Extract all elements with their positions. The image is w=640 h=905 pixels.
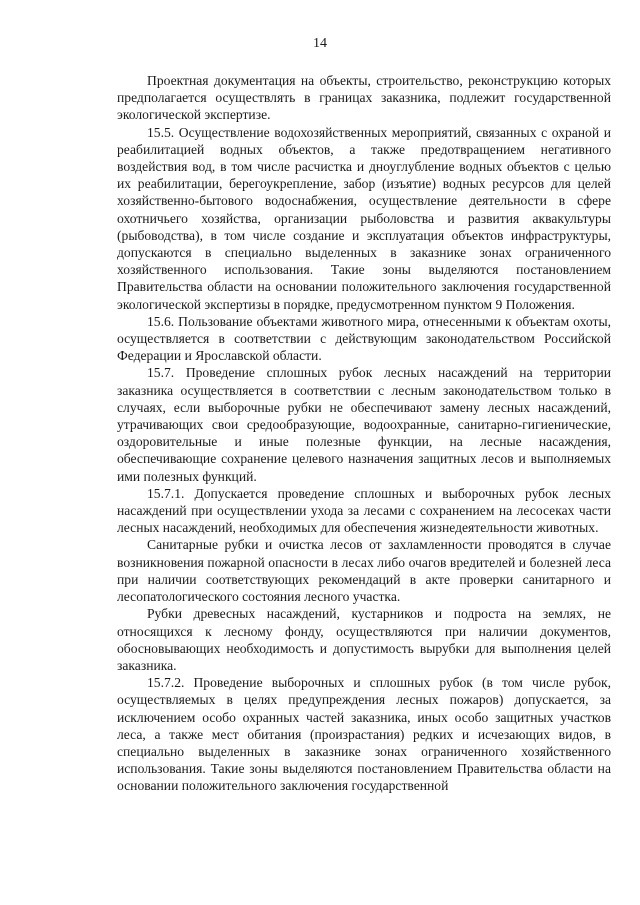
- paragraph-15-5: 15.5. Осуществление водохозяйственных мероприятий, связанных с охраной и реабилитацией водных объектов, а также предотвращением негативного воздействия вод, в том числе расчистка и дноуглубление водных объектов с целью их реабилитации, берегоукрепление, забор (изъятие) водных ресурсов для целей хозяйственно-бытового водоснабжения, осуществление деятельности в сфере охотничьего хозяйства, организации рыболовства и развития аквакультуры (рыбоводства), в том числе создание и эксплуатация объектов инфраструктуры, допускаются в специально выделенных в заказнике зонах ограниченного хозяйственного использования. Такие зоны выделяются постановлением Правительства области на основании положительного заключения государственной экологической экспертизы в порядке, предусмотренном пунктом 9 Положения.: [117, 124, 611, 312]
- paragraph-sanitary-felling: Санитарные рубки и очистка лесов от захламленности проводятся в случае возникновения пожарной опасности в лесах либо очагов вредителей и болезней леса при наличии соответствующих рекомендаций в акте проверки санитарного и лесопатологического состояния лесного участка.: [117, 537, 611, 605]
- paragraph-15-7-2: 15.7.2. Проведение выборочных и сплошных рубок (в том числе рубок, осуществляемых в целях предупреждения лесных пожаров) допускается, за исключением особо охранных частей заказника, иных особо защитных участков леса, а также мест обитания (произрастания) редких и исчезающих видов, в специально выделенных в заказнике зонах ограниченного хозяйственного использования. Такие зоны выделяются постановлением Правительства области на основании положительного заключения государственной: [117, 675, 611, 794]
- paragraph-non-forest-felling: Рубки древесных насаждений, кустарников и подроста на землях, не относящихся к лесному фонду, осуществляются при наличии документов, обосновывающих необходимость и допустимость вырубки для выполнения целей заказника.: [117, 606, 611, 673]
- paragraph-15-7-1: 15.7.1. Допускается проведение сплошных и выборочных рубок лесных насаждений при осуществлении ухода за лесами с сохранением на лесосеках части лесных насаждений, необходимых для обеспечения жизнедеятельности животных.: [117, 485, 611, 536]
- document-body: [117, 72, 611, 795]
- paragraph-project-documentation: Проектная документация на объекты, строительство, реконструкцию которых предполагается осуществлять в границах заказника, подлежит государственной экологической экспертизе.: [117, 73, 611, 123]
- page-number: 14: [313, 36, 327, 51]
- paragraph-15-7: 15.7. Проведение сплошных рубок лесных насаждений на территории заказника осуществляется в соответствии с лесным законодательством только в случаях, если выборочные рубки не обеспечивают замену лесных насаждений, утрачивающих свои средообразующие, водоохранные, санитарно-гигиенические, оздоровительные и иные полезные функции, на лесные насаждения, обеспечивающие сохранение целевого назначения защитных лесов и выполняемых ими полезных функций.: [117, 365, 611, 484]
- paragraph-15-6: 15.6. Пользование объектами животного мира, отнесенными к объектам охоты, осуществляется в соответствии с действующим законодательством Российской Федерации и Ярославской области.: [117, 313, 611, 364]
